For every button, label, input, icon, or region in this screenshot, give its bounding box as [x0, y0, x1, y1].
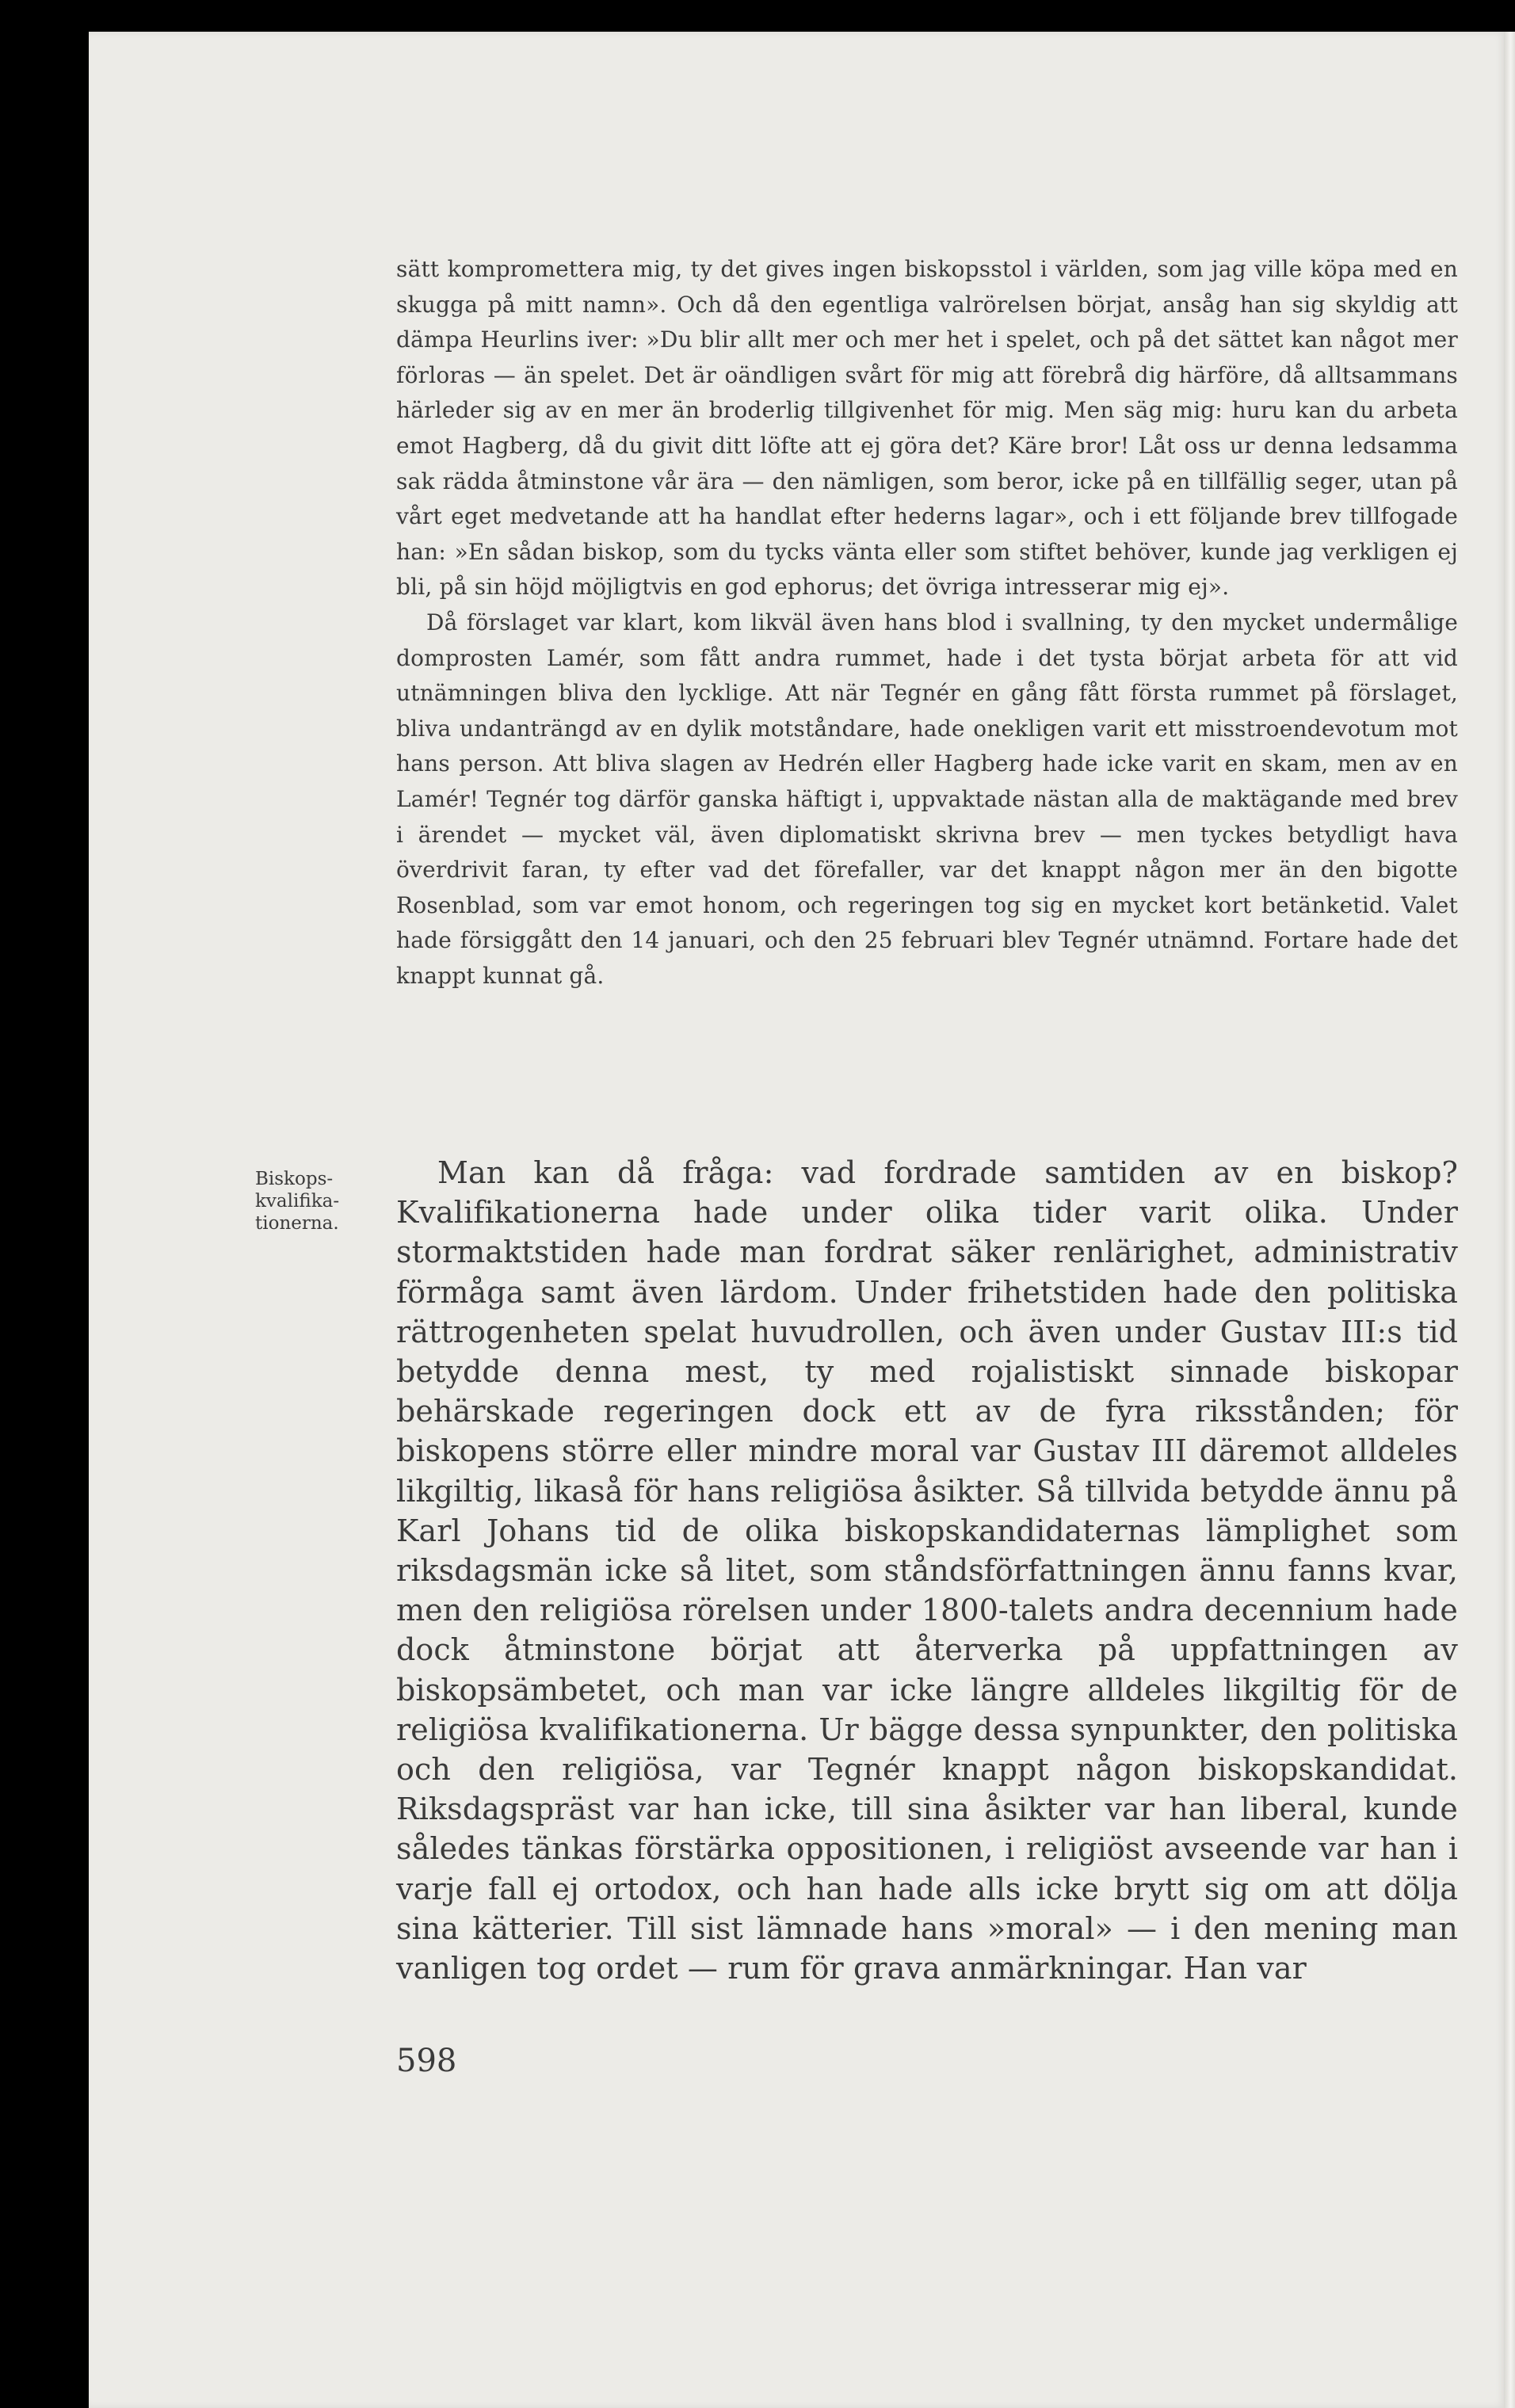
margin-note: Biskops- kvalifika- tionerna. — [255, 1169, 340, 1234]
main-text-section — [396, 1153, 1458, 1988]
paragraph-letter-quote: sätt kompromettera mig, ty det gives ingen biskopsstol i världen, som jag ville köpa med en skugga på mitt namn». Och då den egentliga valrörelsen börjat, ansåg han sig skyldig att dämpa Heurlins iver: »Du blir allt mer och mer het i spelet, och på det sättet kan något mer förloras — än spelet. Det är oändligen svårt för mig att förebrå dig härföre, då alltsammans härleder sig av en mer än broderlig tillgivenhet för mig. Men säg mig: huru kan du arbeta emot Hagberg, då du givit ditt löfte att ej göra det? Käre bror! Låt oss ur denna ledsamma sak rädda åtminstone vår ära — den nämligen, som beror, icke på en tillfällig seger, utan på vårt eget medvetande att ha handlat efter hederns lagar», och i ett följande brev tillfogade han: »En sådan biskop, som du tycks vänta eller som stiftet behöver, kunde jag verkligen ej bli, på sin höjd möjligtvis en god ephorus; det övriga intresserar mig ej». — [396, 256, 1458, 601]
page-edge — [1504, 32, 1515, 2408]
page-number: 598 — [396, 2043, 457, 2079]
paragraph-qualifications: Man kan då fråga: vad fordrade samtiden av en biskop? Kvalifikationerna hade under olika tider varit olika. Under stormaktstiden hade man fordrat säker renlärighet, administrativ förmåga samt även lärdom. Under frihetstiden hade den politiska rättrogenheten spelat huvudrollen, och även under Gustav III:s tid betydde denna mest, ty med rojalistiskt sinnade biskopar behärskade regeringen dock ett av de fyra riksstånden; för biskopens större eller mindre moral var Gustav III däremot alldeles likgiltig, likaså för hans religiösa åsikter. Så tillvida betydde ännu på Karl Johans tid de olika biskopskandidaternas lämplighet som riksdagsmän icke så litet, som ståndsförfattningen ännu fanns kvar, men den religiösa rörelsen under 1800-talets andra decennium hade dock åtminstone börjat att återverka på uppfattningen av biskopsämbetet, och man var icke längre alldeles likgiltig för de religiösa kvalifikationerna. Ur bägge dessa synpunkter, den politiska och den religiösa, var Tegnér knappt någon biskopskandidat. Riksdagspräst var han icke, till sina åsikter var han liberal, kunde således tänkas förstärka oppositionen, i religiöst avseende var han i varje fall ej ortodox, och han hade alls icke brytt sig om att dölja sina kätterier. Till sist lämnade hans »moral» — i den mening man vanligen tog ordet — rum för grava anmärkningar. Han var — [396, 1155, 1458, 1986]
paragraph-nomination: Då förslaget var klart, kom likväl även hans blod i svallning, ty den mycket undermålige domprosten Lamér, som fått andra rummet, hade i det tysta börjat arbeta för att vid utnämningen bliva den lycklige. Att när Tegnér en gång fått första rummet på förslaget, bliva undanträngd av en dylik motståndare, hade onekligen varit ett misstroendevotum mot hans person. Att bliva slagen av Hedrén eller Hagberg hade icke varit en skam, men av en Lamér! Tegnér tog därför ganska häftigt i, uppvaktade nästan alla de maktägande med brev i ärendet — mycket väl, även diplomatiskt skrivna brev — men tyckes betydligt hava överdrivit faran, ty efter vad det förefaller, var det knappt någon mer än den bigotte Rosenblad, som var emot honom, och regeringen tog sig en mycket kort betänketid. Valet hade försiggått den 14 januari, och den 25 februari blev Tegnér utnämnd. Fortare hade det knappt kunnat gå. — [396, 609, 1458, 989]
continued-text-section — [396, 252, 1458, 994]
